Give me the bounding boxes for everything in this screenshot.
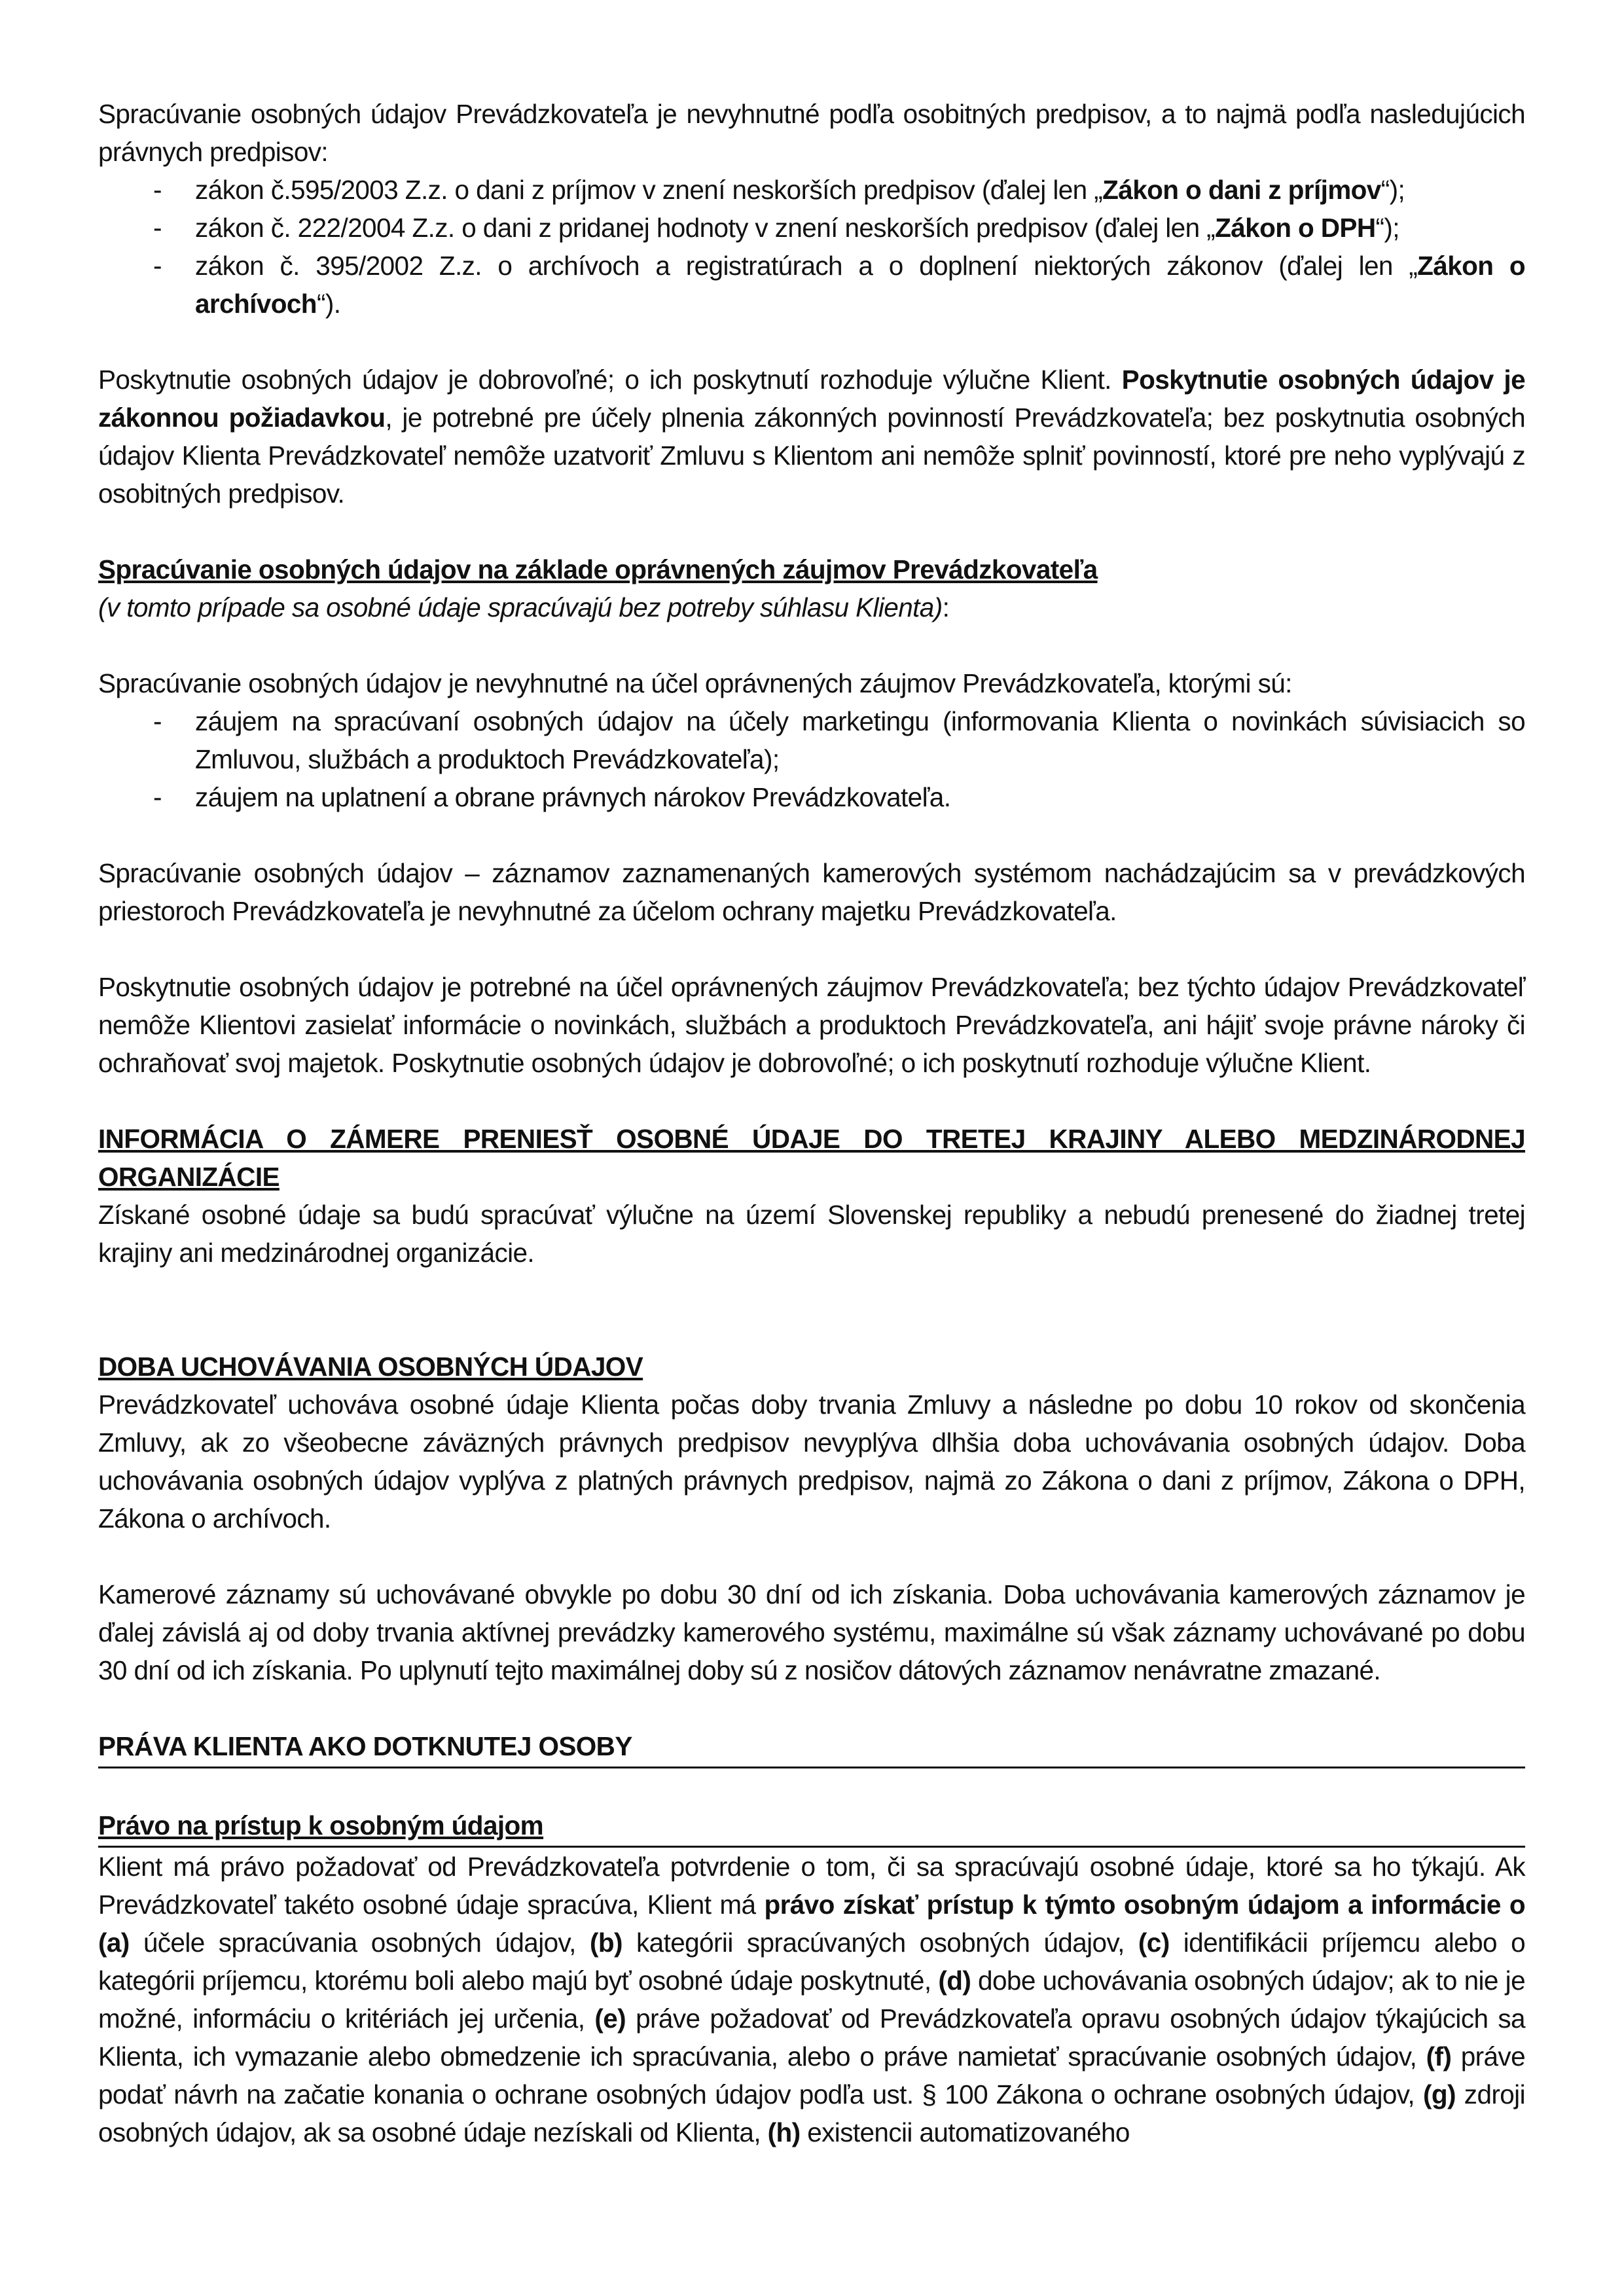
camera-paragraph: Spracúvanie osobných údajov – záznamov zaznamenaných kamerových systémom nachádzajúcim sa v prevádzkových priestoroch Prevádzkovateľa je nevyhnutné za účelom ochrany majetku Prevádzkovateľa. [98, 858, 1525, 926]
access-right-heading: Právo na prístup k osobným údajom [98, 1806, 1525, 1848]
interest-list [98, 702, 1525, 816]
transfer-paragraph: Získané osobné údaje sa budú spracúvať výlučne na území Slovenskej republiky a nebudú prenesené do žiadnej tretej krajiny ani medzinárodnej organizácie. [98, 1200, 1525, 1268]
rights-heading: PRÁVA KLIENTA AKO DOTKNUTEJ OSOBY [98, 1727, 1525, 1768]
legitimate-interest-subheading: (v tomto prípade sa osobné údaje spracúvajú bez potreby súhlasu Klienta): [98, 592, 950, 622]
list-item: - zákon č. 222/2004 Z.z. o dani z pridanej hodnoty v znení neskorších predpisov (ďalej len „Zákon o DPH“); [98, 209, 1525, 247]
retention-paragraph: Prevádzkovateľ uchováva osobné údaje Klienta počas doby trvania Zmluvy a následne po dobu 10 rokov od skončenia Zmluvy, ak zo všeobecne záväzných právnych predpisov nevyplýva dlhšia doba uchovávania osobných údajov. Doba uchovávania osobných údajov vyplýva z platných právnych predpisov, najmä zo Zákona o dani z príjmov, Zákona o DPH, Zákona o archívoch. [98, 1390, 1525, 1534]
legitimate-interest-heading: Spracúvanie osobných údajov na základe oprávnených záujmov Prevádzkovateľa [98, 554, 1098, 584]
list-item: - zákon č. 395/2002 Z.z. o archívoch a registratúrach a o doplnení niektorých zákonov (ďalej len „Zákon o archívoch“). [98, 247, 1525, 323]
document-page [98, 95, 1525, 2151]
legal-basis-paragraph: Spracúvanie osobných údajov Prevádzkovateľa je nevyhnutné podľa osobitných predpisov, a to najmä podľa nasledujúcich právnych predpisov: [98, 99, 1525, 167]
retention-heading: DOBA UCHOVÁVANIA OSOBNÝCH ÚDAJOV [98, 1352, 643, 1382]
camera-retention-paragraph: Kamerové záznamy sú uchovávané obvykle po dobu 30 dní od ich získania. Doba uchovávania kamerových záznamov je ďalej závislá aj od doby trvania aktívnej prevádzky kamerového systému, maximálne sú však záznamy uchovávané po dobu 30 dní od ich získania. Po uplynutí tejto maximálnej doby sú z nosičov dátových záznamov nenávratne zmazané. [98, 1579, 1525, 1685]
voluntary-provision-paragraph: Poskytnutie osobných údajov je dobrovoľné; o ich poskytnutí rozhoduje výlučne Klient. Poskytnutie osobných údajov je zákonnou požiadavkou, je potrebné pre účely plnenia zákonných povinností Prevádzkovateľa; bez poskytnutia osobných údajov Klienta Prevádzkovateľ nemôže uzatvoriť Zmluvu s Klientom ani nemôže splniť povinností, ktoré pre neho vyplývajú z osobitných predpisov. [98, 365, 1526, 509]
access-right-paragraph: Klient má právo požadovať od Prevádzkovateľa potvrdenie o tom, či sa spracúvajú osobné údaje, ktoré sa ho týkajú. Ak Prevádzkovateľ takéto osobné údaje spracúva, Klient má právo získať prístup k týmto osobným údajom a informácie o (a) účele spracúvania osobných údajov, (b) kategórii spracúvaných osobných údajov, (c) identifikácii príjemcu alebo o kategórii príjemcu, ktorému boli alebo majú byť osobné údaje poskytnuté, (d) dobe uchovávania osobných údajov; ak to nie je možné, informáciu o kritériách jej určenia, (e) práve požadovať od Prevádzkovateľa opravu osobných údajov týkajúcich sa Klienta, ich vymazanie alebo obmedzenie ich spracúvania, alebo o práve namietať spracúvanie osobných údajov, (f) práve podať návrh na začatie konania o ochrane osobných údajov podľa ust. § 100 Zákona o ochrane osobných údajov, (g) zdroji osobných údajov, ak sa osobné údaje nezískali od Klienta, (h) existencii automatizovaného [98, 1852, 1526, 2147]
list-item: - záujem na uplatnení a obrane právnych nárokov Prevádzkovateľa. [98, 778, 1525, 816]
statute-list [98, 171, 1525, 323]
legitimate-interest-intro: Spracúvanie osobných údajov je nevyhnutné na účel oprávnených záujmov Prevádzkovateľa, ktorými sú: [98, 668, 1292, 698]
list-item: - zákon č.595/2003 Z.z. o dani z príjmov v znení neskorších predpisov (ďalej len „Zákon o dani z príjmov“); [98, 171, 1525, 209]
transfer-heading: INFORMÁCIA O ZÁMERE PRENIESŤ OSOBNÉ ÚDAJE DO TRETEJ KRAJINY ALEBO MEDZINÁRODNEJ ORGANIZÁCIE [98, 1124, 1525, 1192]
list-item: - záujem na spracúvaní osobných údajov na účely marketingu (informovania Klienta o novinkách súvisiacich so Zmluvou, službách a produktoch Prevádzkovateľa); [98, 702, 1525, 778]
necessity-paragraph: Poskytnutie osobných údajov je potrebné na účel oprávnených záujmov Prevádzkovateľa; bez týchto údajov Prevádzkovateľ nemôže Klientovi zasielať informácie o novinkách, službách a produktoch Prevádzkovateľa, ani hájiť svoje právne nároky či ochraňovať svoj majetok. Poskytnutie osobných údajov je dobrovoľné; o ich poskytnutí rozhoduje výlučne Klient. [98, 972, 1525, 1078]
